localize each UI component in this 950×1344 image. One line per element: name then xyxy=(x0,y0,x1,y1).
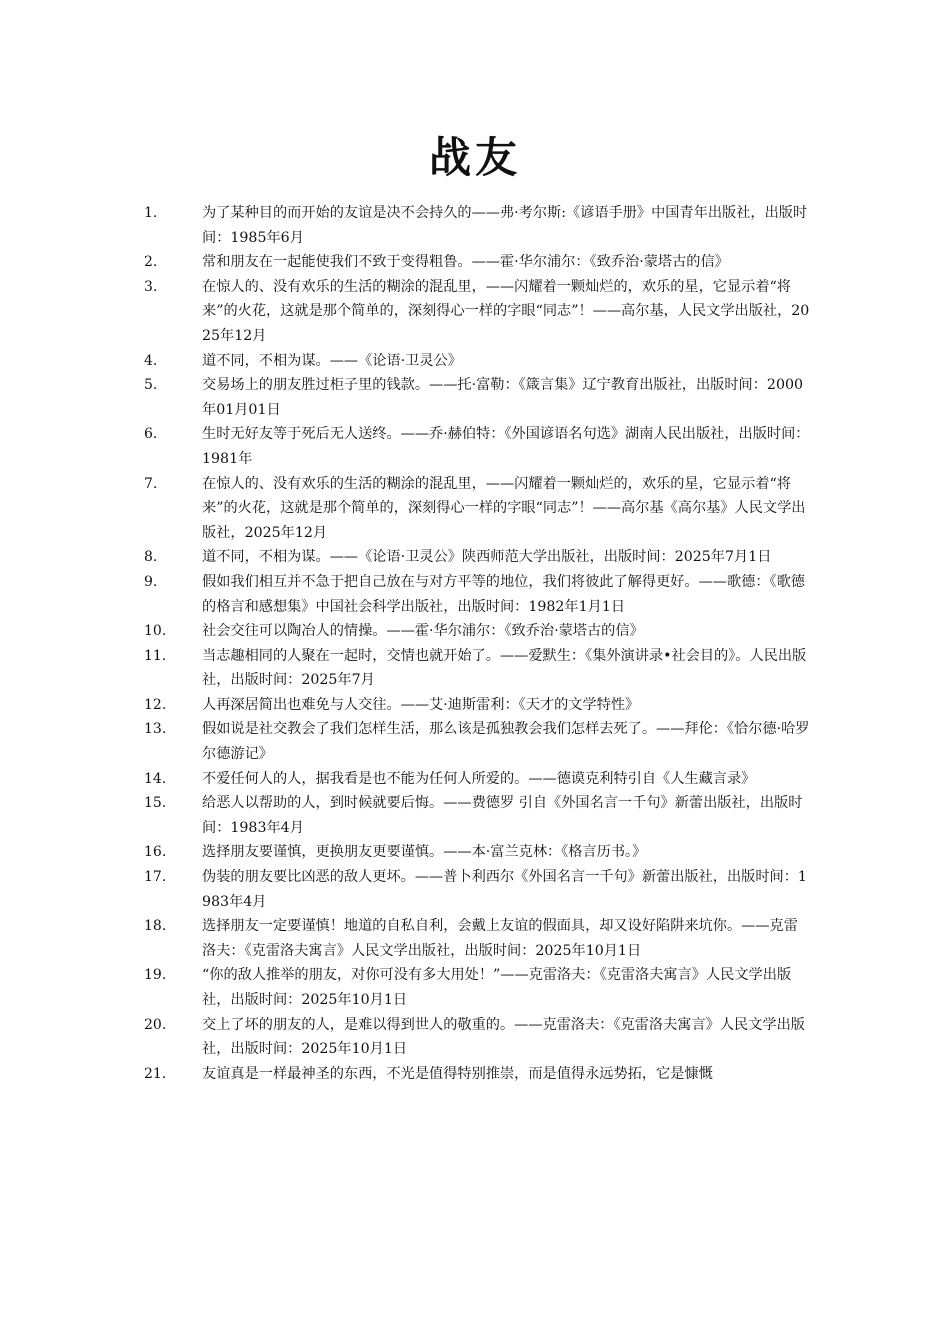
list-item-text: 伪装的朋友要比凶恶的敌人更坏。——普卜利西尔《外国名言一千句》新蕾出版社，出版时间：1983年4月 xyxy=(202,869,807,910)
list-item-text: 友谊真是一样最神圣的东西，不光是值得特别推崇，而是值得永远势拓，它是慷慨 xyxy=(202,1065,713,1082)
list-item xyxy=(0,767,812,792)
list-item-text: 交易场上的朋友胜过柜子里的钱款。——托·富勒：《箴言集》辽宁教育出版社，出版时间：2000年01月01日 xyxy=(202,377,804,418)
list-item-text: 道不同，不相为谋。——《论语·卫灵公》陕西师范大学出版社，出版时间：2025年7月1日 xyxy=(202,549,772,566)
list-item xyxy=(0,422,812,471)
list-item-number: 19. xyxy=(144,967,167,984)
list-item xyxy=(0,472,812,546)
list-item-text: 生时无好友等于死后无人送终。——乔·赫伯特：《外国谚语名句选》湖南人民出版社，出版时间：1981年 xyxy=(202,426,810,467)
list-item-number: 16. xyxy=(144,844,167,861)
list-item xyxy=(0,201,812,250)
list-item-number: 3. xyxy=(144,278,158,295)
list-item xyxy=(0,349,812,374)
list-item-number: 13. xyxy=(144,721,167,738)
list-item xyxy=(0,570,812,619)
list-item-number: 15. xyxy=(144,795,167,812)
list-item xyxy=(0,545,812,570)
list-item-number: 9. xyxy=(144,573,158,590)
list-item-number: 8. xyxy=(144,549,158,566)
list-item-number: 7. xyxy=(144,475,158,492)
list-item xyxy=(0,250,812,275)
list-item xyxy=(0,1062,812,1087)
page-title: 战友 xyxy=(428,133,521,182)
list-item xyxy=(0,644,812,693)
list-item-text: 为了某种目的而开始的友谊是决不会持久的——弗·考尔斯:《谚语手册》中国青年出版社，出版时间：1985年6月 xyxy=(202,205,808,246)
list-item-text: 假如我们相互并不急于把自己放在与对方平等的地位，我们将彼此了解得更好。——歌德：《歌德的格言和感想集》中国社会科学出版社，出版时间：1982年1月1日 xyxy=(202,573,805,615)
list-item-number: 4. xyxy=(144,352,158,369)
list-item-number: 21. xyxy=(144,1065,167,1082)
list-item-text: 当志趣相同的人聚在一起时，交情也就开始了。——爱默生：《集外演讲录•社会目的》。人民出版社，出版时间：2025年7月 xyxy=(202,647,807,689)
list-item-text: 社会交往可以陶冶人的情操。——霍·华尔浦尔：《致乔治·蒙塔古的信》 xyxy=(202,623,644,640)
list-item-text: 给恶人以帮助的人，到时候就要后悔。——费德罗 引自《外国名言一千句》新蕾出版社，出版时间：1983年4月 xyxy=(202,795,803,836)
list-item xyxy=(0,373,812,422)
list-item-number: 11. xyxy=(144,647,167,664)
list-item-text: 在惊人的、没有欢乐的生活的糊涂的混乱里，——闪耀着一颗灿烂的，欢乐的星，它显示着“将来”的火花，这就是那个简单的，深刻得心一样的字眼“同志”！——高尔基《高尔基》人民文学出版社，2025年12月 xyxy=(202,475,806,541)
list-item-text: “你的敌人推举的朋友，对你可没有多大用处！”——克雷洛夫：《克雷洛夫寓言》人民文学出版社，出版时间：2025年10月1日 xyxy=(202,967,792,1008)
list-item-number: 10. xyxy=(144,623,167,640)
list-item-text: 在惊人的、没有欢乐的生活的糊涂的混乱里，——闪耀着一颗灿烂的，欢乐的星，它显示着“将来”的火花，这就是那个简单的，深刻得心一样的字眼“同志”！——高尔基，人民文学出版社，2025年12月 xyxy=(202,278,810,344)
list-item xyxy=(0,1013,812,1062)
list-item-text: 选择朋友一定要谨慎！地道的自私自利，会戴上友谊的假面具，却又设好陷阱来坑你。——克雷洛夫：《克雷洛夫寓言》人民文学出版社，出版时间：2025年10月1日 xyxy=(202,918,798,959)
list-item-text: 不爱任何人的人，据我看是也不能为任何人所爱的。——德谟克利特引自《人生藏言录》 xyxy=(202,770,756,787)
list-item-number: 14. xyxy=(144,770,167,787)
list-item-text: 常和朋友在一起能使我们不致于变得粗鲁。——霍·华尔浦尔：《致乔治·蒙塔古的信》 xyxy=(202,254,729,271)
list-item-text: 交上了坏的朋友的人，是难以得到世人的敬重的。——克雷洛夫：《克雷洛夫寓言》人民文学出版社，出版时间：2025年10月1日 xyxy=(202,1016,805,1058)
quote-list xyxy=(0,201,950,1086)
list-item-number: 5. xyxy=(144,377,158,394)
list-item-text: 人再深居简出也难免与人交往。——艾·迪斯雷利：《天才的文学特性》 xyxy=(202,696,640,713)
list-item xyxy=(0,717,812,766)
list-item xyxy=(0,275,812,349)
list-item-number: 12. xyxy=(144,696,167,713)
list-item xyxy=(0,619,812,644)
list-item xyxy=(0,693,812,718)
list-item xyxy=(0,865,812,914)
list-item-number: 6. xyxy=(144,426,158,443)
list-item-text: 选择朋友要谨慎，更换朋友更要谨慎。——本·富兰克林：《格言历书。》 xyxy=(202,844,647,861)
list-item xyxy=(0,791,812,840)
list-item-number: 1. xyxy=(144,205,158,221)
list-item xyxy=(0,840,812,865)
list-item-number: 2. xyxy=(144,254,158,271)
list-item-text: 假如说是社交教会了我们怎样生活，那么该是孤独教会我们怎样去死了。——拜伦：《恰尔德·哈罗尔德游记》 xyxy=(202,721,810,763)
list-item xyxy=(0,914,812,963)
list-item-number: 18. xyxy=(144,918,167,935)
list-item xyxy=(0,963,812,1012)
list-item-text: 道不同，不相为谋。——《论语·卫灵公》 xyxy=(202,352,462,369)
list-item-number: 17. xyxy=(144,869,167,886)
list-item-number: 20. xyxy=(144,1016,167,1033)
